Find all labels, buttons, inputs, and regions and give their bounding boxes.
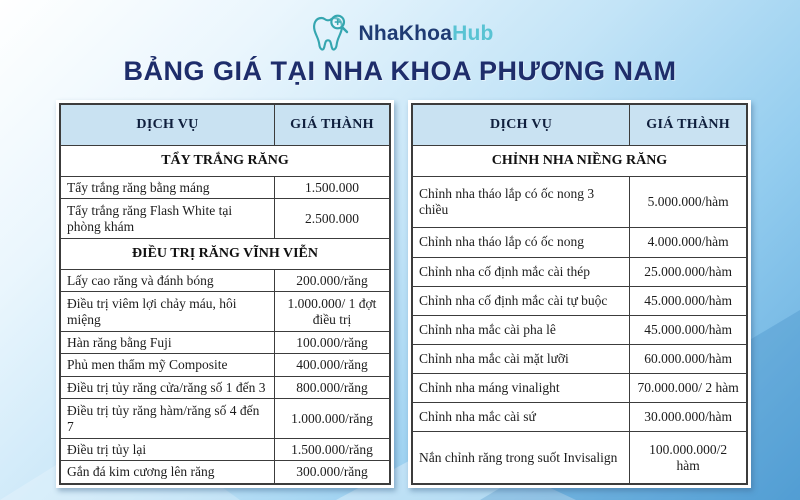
service-cell: Chỉnh nha mắc cài pha lê	[412, 315, 630, 344]
service-cell: Điều trị tủy răng cửa/răng số 1 đến 3	[60, 376, 275, 398]
price-cell: 1.500.000/răng	[275, 438, 391, 460]
section-row	[412, 146, 747, 177]
service-cell: Nắn chỉnh răng trong suốt Invisalign	[412, 432, 630, 484]
price-cell: 60.000.000/hàm	[630, 344, 747, 373]
section-header-cell: ĐIỀU TRỊ RĂNG VĨNH VIỄN	[60, 239, 390, 270]
price-cell: 300.000/răng	[275, 461, 391, 484]
table-row	[412, 177, 747, 228]
service-cell: Chỉnh nha tháo lắp có ốc nong 3 chiều	[412, 177, 630, 228]
price-cell: 1.000.000/ 1 đợt điều trị	[275, 292, 391, 332]
service-cell: Chỉnh nha mắc cài mặt lưỡi	[412, 344, 630, 373]
service-cell: Điều trị tủy lại	[60, 438, 275, 460]
price-cell: 1.000.000/răng	[275, 399, 391, 439]
column-header: DỊCH VỤ	[412, 104, 630, 146]
price-table-right	[411, 103, 748, 485]
price-cell: 1.500.000	[275, 177, 391, 199]
service-cell: Tẩy trắng răng bằng máng	[60, 177, 275, 199]
table-row	[60, 292, 390, 332]
brand-name-secondary: Hub	[452, 22, 494, 45]
table-row	[412, 432, 747, 484]
price-cell: 45.000.000/hàm	[630, 286, 747, 315]
service-cell: Tẩy trắng răng Flash White tại phòng khám	[60, 199, 275, 239]
table-row	[60, 376, 390, 398]
service-cell: Chỉnh nha tháo lắp có ốc nong	[412, 228, 630, 257]
price-cell: 70.000.000/ 2 hàm	[630, 374, 747, 403]
table-row	[412, 228, 747, 257]
table-row	[412, 286, 747, 315]
column-header: GIÁ THÀNH	[275, 104, 391, 146]
table-row	[60, 461, 390, 484]
table-row	[60, 399, 390, 439]
column-header: GIÁ THÀNH	[630, 104, 747, 146]
table-row	[60, 199, 390, 239]
price-table-panel-left	[56, 100, 394, 488]
brand-name	[359, 22, 494, 46]
table-row	[412, 315, 747, 344]
table-row	[412, 403, 747, 432]
service-cell: Điều trị tủy răng hàm/răng số 4 đến 7	[60, 399, 275, 439]
price-cell: 25.000.000/hàm	[630, 257, 747, 286]
section-row	[60, 239, 390, 270]
service-cell: Chỉnh nha mắc cài sứ	[412, 403, 630, 432]
price-table-panel-right	[408, 100, 751, 488]
service-cell: Phủ men thẩm mỹ Composite	[60, 354, 275, 376]
price-cell: 100.000.000/2 hàm	[630, 432, 747, 484]
price-cell: 5.000.000/hàm	[630, 177, 747, 228]
header-row	[60, 104, 390, 146]
service-cell: Lấy cao răng và đánh bóng	[60, 270, 275, 292]
price-table-left	[59, 103, 391, 485]
tooth-magnifier-icon	[307, 14, 351, 54]
section-row	[60, 146, 390, 177]
table-row	[412, 257, 747, 286]
service-cell: Gắn đá kim cương lên răng	[60, 461, 275, 484]
header-row	[412, 104, 747, 146]
price-cell: 4.000.000/hàm	[630, 228, 747, 257]
service-cell: Chỉnh nha cố định mắc cài tự buộc	[412, 286, 630, 315]
service-cell: Chỉnh nha máng vinalight	[412, 374, 630, 403]
price-cell: 100.000/răng	[275, 332, 391, 354]
price-cell: 45.000.000/hàm	[630, 315, 747, 344]
section-header-cell: CHỈNH NHA NIỀNG RĂNG	[412, 146, 747, 177]
service-cell: Chỉnh nha cố định mắc cài thép	[412, 257, 630, 286]
table-row	[60, 354, 390, 376]
table-row	[60, 270, 390, 292]
price-cell: 200.000/răng	[275, 270, 391, 292]
brand-name-primary: NhaKhoa	[358, 22, 453, 45]
column-header: DỊCH VỤ	[60, 104, 275, 146]
price-cell: 800.000/răng	[275, 376, 391, 398]
service-cell: Hàn răng bằng Fuji	[60, 332, 275, 354]
table-row	[60, 177, 390, 199]
table-row	[412, 344, 747, 373]
price-cell: 400.000/răng	[275, 354, 391, 376]
table-row	[60, 438, 390, 460]
brand-header	[0, 14, 800, 54]
table-row	[60, 332, 390, 354]
price-cell: 30.000.000/hàm	[630, 403, 747, 432]
price-cell: 2.500.000	[275, 199, 391, 239]
page-title: BẢNG GIÁ TẠI NHA KHOA PHƯƠNG NAM	[123, 56, 677, 86]
service-cell: Điều trị viêm lợi chảy máu, hôi miệng	[60, 292, 275, 332]
table-row	[412, 374, 747, 403]
section-header-cell: TẨY TRẮNG RĂNG	[60, 146, 390, 177]
